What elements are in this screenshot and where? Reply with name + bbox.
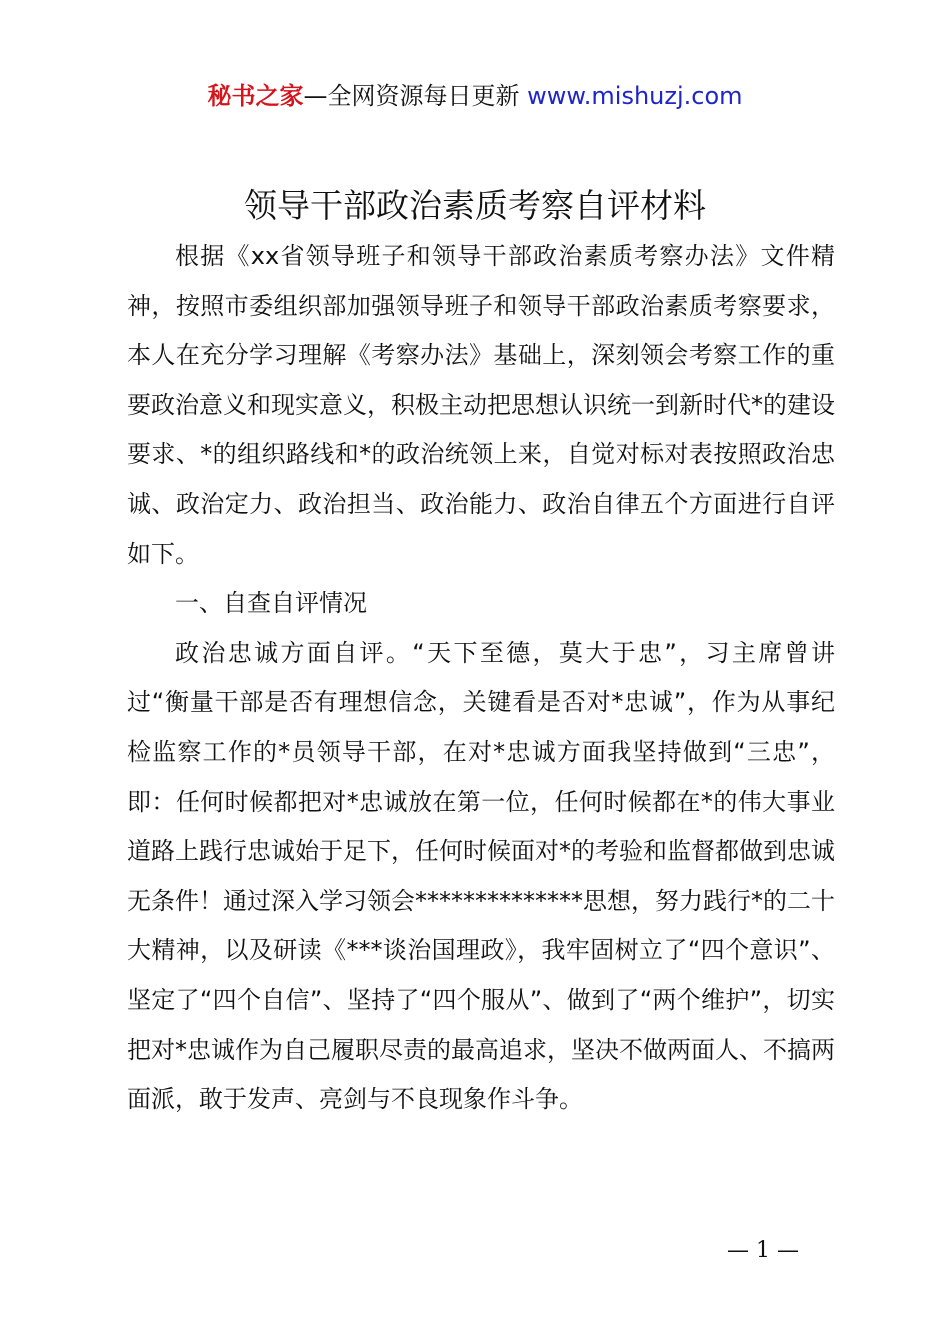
section-paragraph: 政治忠诚方面自评。“天下至德，莫大于忠”，习主席曾讲过“衡量干部是否有理想信念，关键看是否对*忠诚”，作为从事纪检监察工作的*员领导干部，在对*忠诚方面我坚持做到“三忠”，即：任何时候都把对*忠诚放在第一位，任何时候都在*的伟大事业道路上践行忠诚始于足下，任何时候面对*的考验和监督都做到忠诚无条件！通过深入学习领会**************思想，努力践行*的二十大精神，以及研读《***谈治国理政》，我牢固树立了“四个意识”、坚定了“四个自信”、坚持了“四个服从”、做到了“两个维护”，切实把对*忠诚作为自己履职尽责的最高追求，坚决不做两面人、不搞两面派，敢于发声、亮剑与不良现象作斗争。 bbox=[127, 638, 835, 1114]
site-url-link[interactable]: www.mishuzj.com bbox=[527, 82, 743, 110]
brand-name: 秘书之家 bbox=[207, 82, 304, 110]
site-header bbox=[0, 78, 950, 114]
document-body bbox=[127, 232, 835, 1125]
section-heading: 一、自查自评情况 bbox=[175, 589, 367, 618]
intro-paragraph: 根据《xx省领导班子和领导干部政治素质考察办法》文件精神，按照市委组织部加强领导班子和领导干部政治素质考察要求，本人在充分学习理解《考察办法》基础上，深刻领会考察工作的重要政治意义和现实意义，积极主动把思想认识统一到新时代*的建设要求、*的组织路线和*的政治统领上来，自觉对标对表按照政治忠诚、政治定力、政治担当、政治能力、政治自律五个方面进行自评如下。 bbox=[127, 242, 835, 568]
document-title: 领导干部政治素质考察自评材料 bbox=[244, 186, 706, 225]
page-number: — 1 — bbox=[727, 1238, 799, 1263]
header-tagline: —全网资源每日更新 bbox=[303, 82, 528, 110]
